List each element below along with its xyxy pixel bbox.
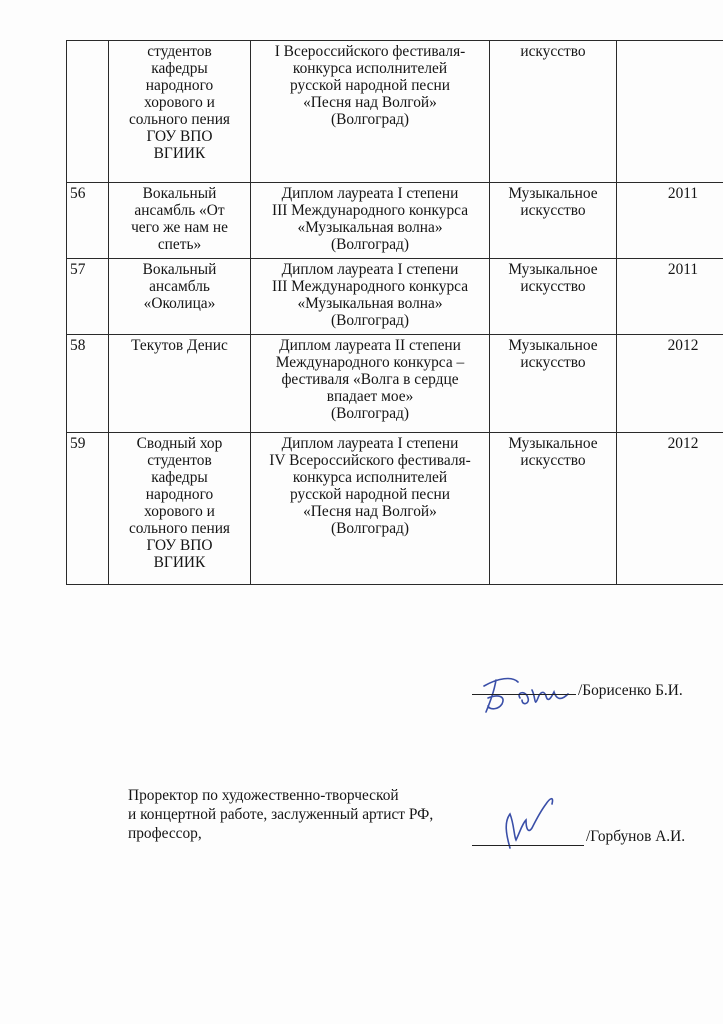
- participant-name-line: народного: [145, 486, 214, 503]
- row-number-cell: [67, 41, 109, 183]
- award-year-cell: [617, 335, 723, 433]
- award-year-cell: [617, 433, 723, 585]
- participant-name-line: сольного пения: [128, 111, 231, 128]
- field-of-art-line: Музыкальное: [508, 337, 598, 354]
- award-description-line: (Волгоград): [331, 236, 409, 253]
- award-description-line: «Музыкальная волна»: [297, 295, 443, 312]
- prorector-line: и концертной работе, заслуженный артист РФ,: [128, 806, 434, 823]
- participant-name-cell: [109, 183, 251, 259]
- award-description-cell: [251, 433, 490, 585]
- award-year: 2012: [667, 435, 699, 452]
- field-of-art-cell: [490, 259, 617, 335]
- participant-name-line: хорового и: [144, 94, 215, 111]
- awards-table-body: [67, 41, 723, 585]
- award-description-cell: [251, 259, 490, 335]
- field-of-art-cell: [490, 183, 617, 259]
- field-of-art-line: искусство: [520, 202, 586, 219]
- signature-gorbunov: [496, 790, 576, 852]
- award-description-line: IV Всероссийского фестиваля-: [269, 452, 471, 469]
- prorector-line: Проректор по художественно-творческой: [128, 787, 399, 804]
- table-row: [67, 259, 723, 335]
- award-description-line: III Международного конкурса: [271, 202, 469, 219]
- field-of-art-line: искусство: [520, 43, 586, 60]
- signature-borisenko: [478, 668, 578, 718]
- participant-name-line: Текутов Денис: [131, 337, 228, 354]
- participant-name-line: «Околица»: [143, 295, 216, 312]
- participant-name-line: ансамбль «От: [134, 202, 225, 219]
- row-number-cell: [67, 433, 109, 585]
- signature-line-1: [472, 694, 576, 695]
- award-description-cell: [251, 335, 490, 433]
- award-description-line: «Песня над Волгой»: [303, 503, 437, 520]
- row-number: 57: [70, 261, 86, 278]
- participant-name-cell: [109, 335, 251, 433]
- table-row: [67, 41, 723, 183]
- table-row: [67, 335, 723, 433]
- participant-name-line: студентов: [147, 452, 212, 469]
- award-description-cell: [251, 41, 490, 183]
- award-description-line: впадает мое»: [326, 388, 414, 405]
- row-number: 58: [70, 337, 86, 354]
- award-description-line: (Волгоград): [331, 312, 409, 329]
- award-description-line: фестиваля «Волга в сердце: [281, 371, 459, 388]
- field-of-art-cell: [490, 433, 617, 585]
- award-description-line: Международного конкурса –: [275, 354, 465, 371]
- signer-name-borisenko: /Борисенко Б.И.: [578, 682, 683, 699]
- field-of-art-cell: [490, 335, 617, 433]
- row-number-cell: [67, 335, 109, 433]
- prorector-title: [128, 786, 433, 843]
- award-description-line: (Волгоград): [331, 111, 409, 128]
- field-of-art-line: искусство: [520, 278, 586, 295]
- award-description-cell: [251, 183, 490, 259]
- table-row: [67, 433, 723, 585]
- participant-name-line: Вокальный: [142, 185, 217, 202]
- prorector-line: профессор,: [128, 825, 202, 842]
- award-description-line: Диплом лауреата I степени: [281, 435, 459, 452]
- participant-name-line: народного: [145, 77, 214, 94]
- award-year: 2011: [667, 185, 699, 202]
- award-description-line: Диплом лауреата I степени: [281, 261, 459, 278]
- participant-name-line: ансамбль: [149, 278, 210, 295]
- participant-name-line: кафедры: [151, 469, 208, 486]
- award-description-line: конкурса исполнителей: [292, 60, 448, 77]
- award-description-line: Диплом лауреата I степени: [281, 185, 459, 202]
- award-year-cell: [617, 183, 723, 259]
- participant-name-line: кафедры: [151, 60, 208, 77]
- field-of-art-line: Музыкальное: [508, 185, 598, 202]
- award-description-line: русской народной песни: [290, 77, 450, 94]
- participant-name-line: чего же нам не: [131, 219, 228, 236]
- award-year: 2012: [667, 337, 699, 354]
- participant-name-cell: [109, 259, 251, 335]
- row-number-cell: [67, 259, 109, 335]
- row-number: 56: [70, 185, 86, 202]
- award-description-line: (Волгоград): [331, 405, 409, 422]
- award-description-line: «Музыкальная волна»: [297, 219, 443, 236]
- row-number: 59: [70, 435, 86, 452]
- participant-name-line: хорового и: [144, 503, 215, 520]
- award-description-line: русской народной песни: [290, 486, 450, 503]
- award-year-cell: [617, 259, 723, 335]
- award-description-line: «Песня над Волгой»: [303, 94, 437, 111]
- signer-name-gorbunov: /Горбунов А.И.: [586, 828, 686, 845]
- award-description-line: III Международного конкурса: [271, 278, 469, 295]
- award-description-line: Диплом лауреата II степени: [279, 337, 461, 354]
- awards-table: [66, 40, 723, 585]
- award-description-line: I Всероссийского фестиваля-: [274, 43, 466, 60]
- participant-name-line: Сводный хор: [136, 435, 223, 452]
- award-description-line: конкурса исполнителей: [292, 469, 448, 486]
- participant-name-line: ГОУ ВПО: [146, 128, 213, 145]
- participant-name-line: спеть»: [157, 236, 202, 253]
- field-of-art-cell: [490, 41, 617, 183]
- row-number-cell: [67, 183, 109, 259]
- participant-name-line: ВГИИК: [153, 554, 206, 571]
- field-of-art-line: искусство: [520, 452, 586, 469]
- participant-name-line: Вокальный: [142, 261, 217, 278]
- participant-name-cell: [109, 433, 251, 585]
- field-of-art-line: искусство: [520, 354, 586, 371]
- participant-name-line: студентов: [147, 43, 212, 60]
- table-row: [67, 183, 723, 259]
- signature-line-2: [472, 845, 584, 846]
- award-year-cell: [617, 41, 723, 183]
- participant-name-line: ВГИИК: [153, 145, 206, 162]
- participant-name-cell: [109, 41, 251, 183]
- participant-name-line: сольного пения: [128, 520, 231, 537]
- award-year: 2011: [667, 261, 699, 278]
- award-description-line: (Волгоград): [331, 520, 409, 537]
- field-of-art-line: Музыкальное: [508, 261, 598, 278]
- participant-name-line: ГОУ ВПО: [146, 537, 213, 554]
- field-of-art-line: Музыкальное: [508, 435, 598, 452]
